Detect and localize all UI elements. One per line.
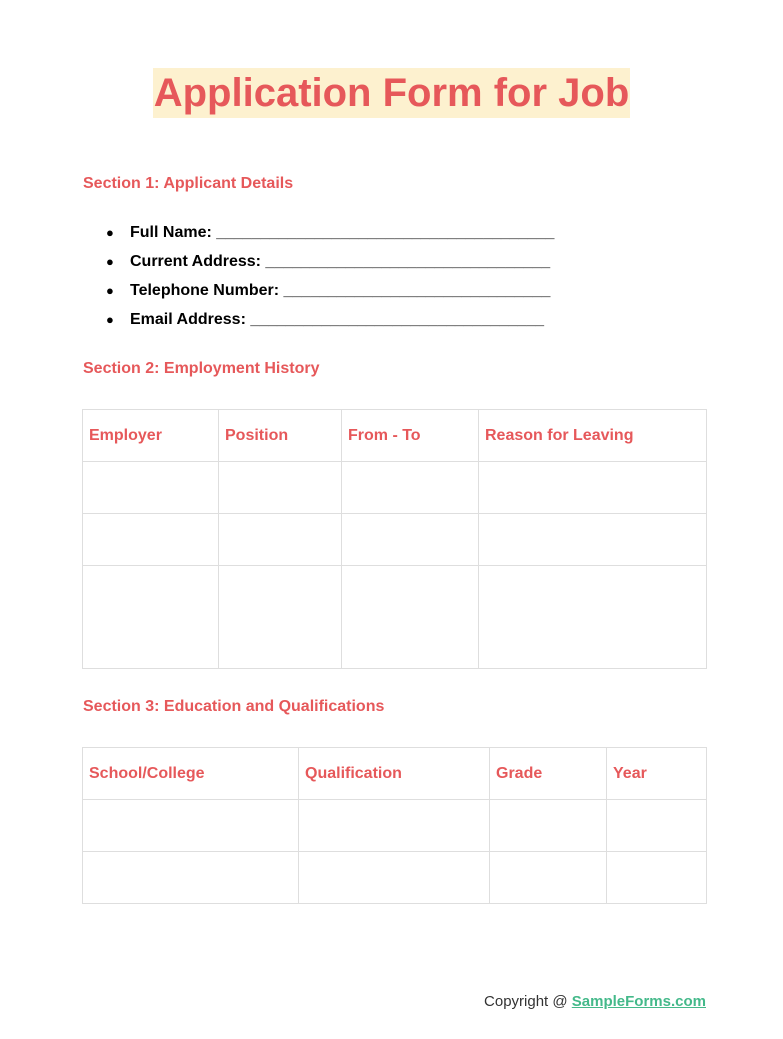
table-row	[83, 852, 707, 904]
table-header-row	[83, 410, 707, 462]
table-cell[interactable]	[219, 514, 342, 566]
column-header-reason-for-leaving: Reason for Leaving	[479, 410, 707, 462]
table-cell[interactable]	[299, 800, 490, 852]
table-cell[interactable]	[219, 462, 342, 514]
column-header-employer: Employer	[83, 410, 219, 462]
column-header-from-to: From - To	[342, 410, 479, 462]
table-cell[interactable]	[83, 566, 219, 669]
table-row	[83, 566, 707, 669]
table-cell[interactable]	[490, 800, 607, 852]
field-email-address[interactable]: ● Email Address: _________________________________	[106, 311, 544, 328]
field-full-name[interactable]: ● Full Name: ______________________________________	[106, 224, 555, 241]
table-cell[interactable]	[607, 800, 707, 852]
brand-link[interactable]: SampleForms.com	[571, 993, 706, 1010]
section-2-heading: Section 2: Employment History	[83, 360, 320, 377]
table-row	[83, 462, 707, 514]
table-cell[interactable]	[83, 462, 219, 514]
applicant-details-list	[106, 222, 554, 338]
table-cell[interactable]	[219, 566, 342, 669]
copyright-text: Copyright @	[484, 993, 572, 1010]
table-cell[interactable]	[83, 852, 299, 904]
education-table	[82, 747, 707, 904]
table-row	[83, 514, 707, 566]
table-cell[interactable]	[479, 462, 707, 514]
table-header-row	[83, 748, 707, 800]
table-cell[interactable]	[479, 514, 707, 566]
column-header-school-college: School/College	[83, 748, 299, 800]
table-cell[interactable]	[490, 852, 607, 904]
table-cell[interactable]	[83, 800, 299, 852]
title-container	[0, 68, 783, 118]
section-1-heading: Section 1: Applicant Details	[83, 175, 294, 192]
column-header-grade: Grade	[490, 748, 607, 800]
table-cell[interactable]	[607, 852, 707, 904]
column-header-qualification: Qualification	[299, 748, 490, 800]
page-title: Application Form for Job	[153, 68, 631, 118]
section-3-heading: Section 3: Education and Qualifications	[83, 698, 385, 715]
table-cell[interactable]	[299, 852, 490, 904]
table-row	[83, 800, 707, 852]
employment-history-table	[82, 409, 707, 669]
table-cell[interactable]	[342, 462, 479, 514]
table-cell[interactable]	[342, 566, 479, 669]
table-cell[interactable]	[83, 514, 219, 566]
field-telephone-number[interactable]: ● Telephone Number: ______________________________	[106, 282, 551, 299]
column-header-year: Year	[607, 748, 707, 800]
table-cell[interactable]	[479, 566, 707, 669]
column-header-position: Position	[219, 410, 342, 462]
table-cell[interactable]	[342, 514, 479, 566]
field-current-address[interactable]: ● Current Address: ________________________________	[106, 253, 551, 270]
copyright-footer	[484, 993, 706, 1010]
